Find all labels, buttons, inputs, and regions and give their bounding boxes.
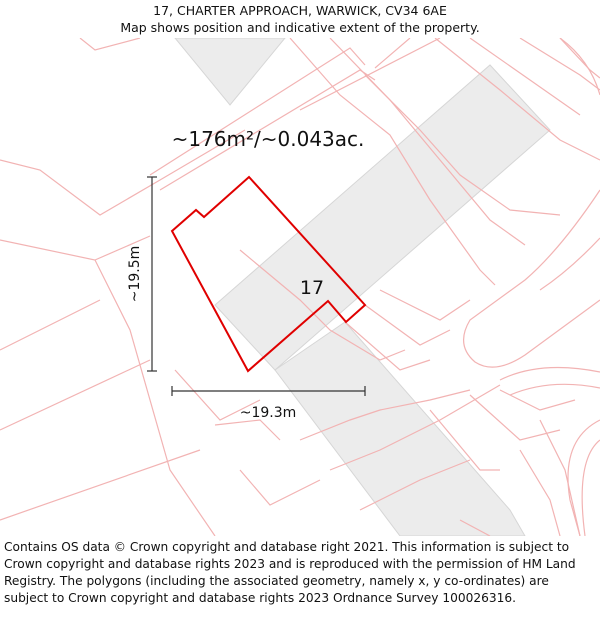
property-address: 17, CHARTER APPROACH, WARWICK, CV34 6AE [153, 3, 447, 18]
width-label: ~19.3m [239, 405, 297, 421]
plot-number-label: 17 [299, 277, 325, 299]
attribution-text: Contains OS data © Crown copyright and database right 2021. This information is subject to Crown copyright and database rights 2023 and is reproduced with the permission of HM Land Registry. The polygons (including the associated geometry, namely x, y co-ordinates) are subject to Crown copyright and database rights 2023 Ordnance Survey 100026316. [4, 540, 576, 605]
map-header [0, 0, 600, 40]
height-label: ~19.5m [127, 245, 143, 303]
map-canvas[interactable] [0, 38, 600, 536]
area-label: ~176m²/~0.043ac. [171, 127, 365, 151]
map-subtitle: Map shows position and indicative extent of the property. [120, 20, 480, 35]
